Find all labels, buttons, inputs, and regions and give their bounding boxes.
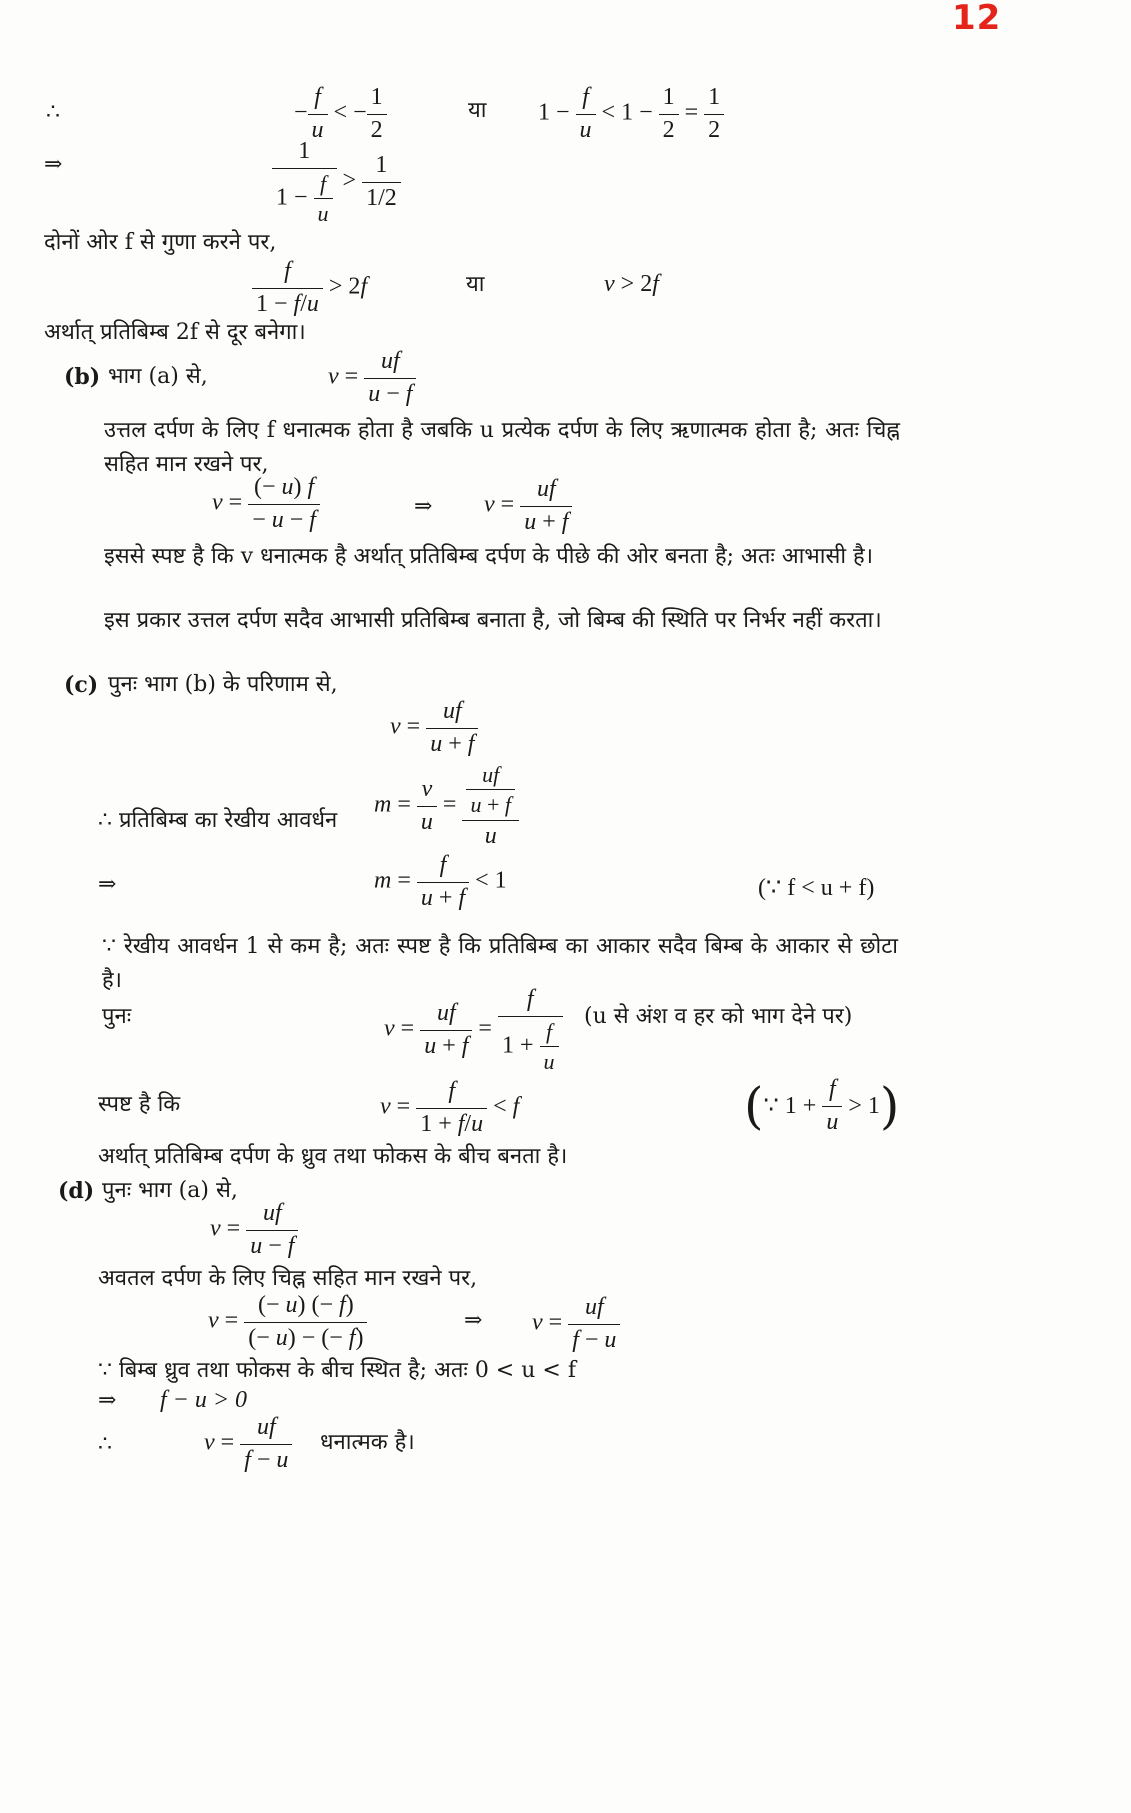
page-number: 12: [952, 0, 1002, 38]
implies-symbol-d: ⇒: [464, 1308, 483, 1333]
eq-d-mirror-formula: v = $\frac{uf}{u - f}$: [210, 1200, 298, 1260]
part-c-magnification-label: ∴ प्रतिबिम्ब का रेखीय आवर्धन: [98, 808, 338, 833]
part-c-clear: स्पष्ट है कि: [98, 1092, 181, 1117]
therefore-symbol-d: ∴: [98, 1432, 112, 1457]
part-b-para-2: इससे स्पष्ट है कि v धनात्मक है अर्थात् प्रतिबिम्ब दर्पण के पीछे की ओर बनता है; अतः आभासी है।: [104, 544, 874, 569]
eq-v-gt-2f: v > 2f: [604, 271, 659, 297]
eq-c-magnification: m = $\frac{v}{u}$ = $\frac{\frac{uf}{u + f}}{u}$: [374, 762, 519, 850]
eq-b-mirror-formula: v = $\frac{uf}{u - f}$: [328, 348, 416, 408]
c-divide-note: (u से अंश व हर को भाग देने पर): [584, 1004, 853, 1029]
multiply-f-line: दोनों ओर f से गुणा करने पर,: [44, 230, 277, 255]
part-c-label: (c): [64, 672, 99, 698]
part-d-label: (d): [58, 1178, 95, 1204]
eq-v-gt-2f-frac: $\frac{f}{1 - f/u}$ > 2f: [252, 258, 367, 318]
part-c-intro: पुनः भाग (b) के परिणाम से,: [108, 672, 338, 697]
eq-reciprocal: 1 1 − $\frac{f}{u}$ > $\frac{1}{1/2}$: [272, 138, 401, 226]
implies-symbol: ⇒: [44, 152, 63, 177]
word-ya-1: या: [468, 98, 487, 123]
eq-one-minus-f-over-u: 1 − $\frac{f}{u}$ < 1 − $\frac{1}{2}$ = $\frac{1}{2}$: [538, 84, 724, 144]
eq-d-ineq: f − u > 0: [160, 1387, 248, 1413]
part-b-intro: भाग (a) से,: [108, 364, 208, 389]
eq-d-substituted: v = $\frac{(- u) (- f)}{(- u) - (- f)}$: [208, 1292, 367, 1352]
part-b-para-1: उत्तल दर्पण के लिए f धनात्मक होता है जबकि u प्रत्येक दर्पण के लिए ऋणात्मक होता है; अतः चिह्न सहित मान रखने पर,: [104, 418, 900, 477]
implies-symbol-c: ⇒: [98, 872, 117, 897]
eq-d-result: v = $\frac{uf}{f - u}$: [532, 1294, 620, 1354]
implies-symbol-b: ⇒: [414, 494, 433, 519]
c-reason-1: (∵ f < u + f): [758, 875, 875, 901]
eq-c-v-lt-f: v = $\frac{f}{1 + f/u}$ < f: [380, 1078, 520, 1137]
part-d-para-2: ∵ बिम्ब ध्रुव तथा फोकस के बीच स्थित है; अतः 0 < u < f: [98, 1358, 576, 1383]
part-c-para-1: ∵ रेखीय आवर्धन 1 से कम है; अतः स्पष्ट है कि प्रतिबिम्ब का आकार सदैव बिम्ब के आकार से छोटा है।: [102, 934, 898, 993]
implies-symbol-d2: ⇒: [98, 1388, 117, 1413]
eq-c-m-lt-1: m = $\frac{f}{u + f}$ < 1: [374, 852, 507, 911]
eq-neg-f-over-u: − $\frac{f}{u}$ < − $\frac{1}{2}$: [294, 84, 387, 144]
eq-b-substituted: v = $\frac{(- u) f}{- u - f}$: [212, 474, 320, 534]
word-ya-2: या: [466, 272, 485, 297]
image-beyond-2f: अर्थात् प्रतिबिम्ब 2f से दूर बनेगा।: [44, 320, 306, 345]
eq-c-v: v = $\frac{uf}{u + f}$: [390, 698, 478, 758]
part-d-positive: धनात्मक है।: [320, 1430, 415, 1455]
part-b-label: (b): [64, 364, 101, 390]
eq-d-final: v = $\frac{uf}{f - u}$: [204, 1414, 292, 1474]
eq-c-v-divided: v = $\frac{uf}{u + f}$ = f 1 + $\frac{f}{u}$: [384, 986, 563, 1074]
therefore-symbol: ∴: [46, 100, 60, 125]
eq-b-result: v = $\frac{uf}{u + f}$: [484, 476, 572, 536]
part-c-para-2: अर्थात् प्रतिबिम्ब दर्पण के ध्रुव तथा फोकस के बीच बनता है।: [98, 1144, 568, 1169]
part-c-again: पुनः: [102, 1004, 132, 1029]
part-b-para-3: इस प्रकार उत्तल दर्पण सदैव आभासी प्रतिबिम्ब बनाता है, जो बिम्ब की स्थिति पर निर्भर नहीं करता।: [104, 608, 882, 633]
part-d-intro: पुनः भाग (a) से,: [102, 1178, 238, 1203]
part-d-para-1: अवतल दर्पण के लिए चिह्न सहित मान रखने पर,: [98, 1266, 478, 1291]
c-reason-2: (∵ 1 + $\frac{f}{u}$ > 1): [744, 1076, 900, 1136]
